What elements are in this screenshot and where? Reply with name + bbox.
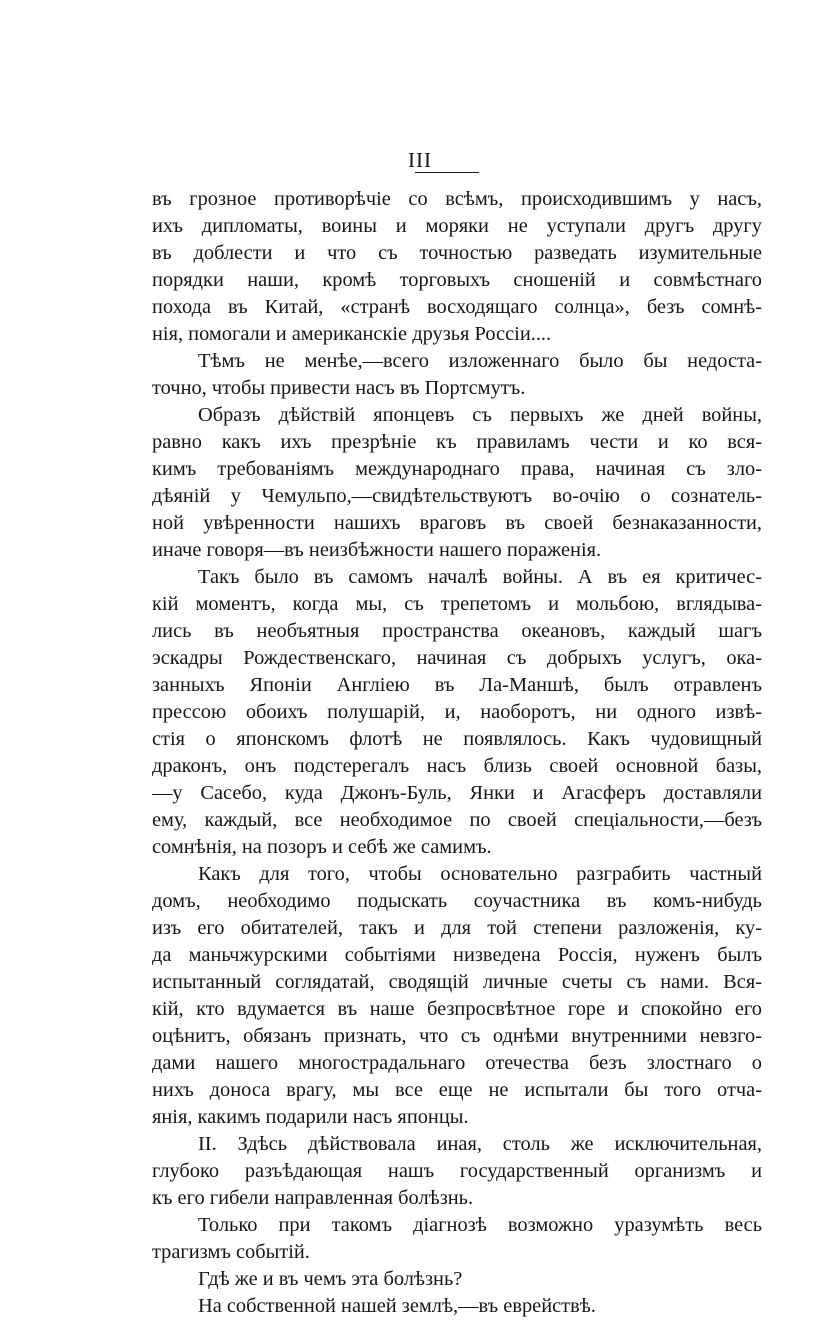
text-line: ему, каждый, все необходимое по своей спеціальности,—безъ	[152, 809, 762, 831]
text-line: въ грозное противорѣчіе со всѣмъ, происходившимъ у насъ,	[152, 188, 762, 210]
paragraph-first-line: Такъ было въ самомъ началѣ войны. А въ ея критичес-	[198, 566, 762, 588]
text-line: оцѣнитъ, обязанъ признать, что съ однѣми внутренними невзго-	[152, 1025, 762, 1047]
text-line: дѣяній у Чемульпо,—свидѣтельствуютъ во-очію о сознатель-	[152, 485, 762, 507]
text-line: иначе говоря—въ неизбѣжности нашего пораженія.	[152, 539, 602, 561]
paragraph-first-line: Тѣмъ не менѣе,—всего изложеннаго было бы недоста-	[198, 350, 762, 372]
question-line: Гдѣ же и въ чемъ эта болѣзнь?	[198, 1268, 463, 1290]
text-line: —у Сасебо, куда Джонъ-Буль, Янки и Агасферъ доставляли	[152, 782, 762, 804]
text-line: дами нашего многострадальнаго отечества безъ злостнаго о	[152, 1052, 762, 1074]
text-line: глубоко разъѣдающая нашъ государственный организмъ и	[152, 1160, 762, 1182]
text-line: драконъ, онъ подстерегалъ насъ близь своей основной базы,	[152, 755, 762, 777]
page-number: III	[408, 148, 432, 172]
section-first-line: II. Здѣсь дѣйствовала иная, столь же исключительная,	[198, 1133, 762, 1155]
text-line: прессою обоихъ полушарій, и, наоборотъ, ни одного извѣ-	[152, 701, 762, 723]
text-line: ихъ дипломаты, воины и моряки не уступали другъ другу	[152, 215, 762, 237]
text-line: стія о японскомъ флотѣ не появлялось. Какъ чудовищный	[152, 728, 762, 750]
text-line: испытанный соглядатай, сводящій личные счеты съ нами. Вся-	[152, 971, 762, 993]
text-line: да маньчжурскими событіями низведена Россія, нуженъ былъ	[152, 944, 762, 966]
text-line: домъ, необходимо подыскать соучастника въ комъ-нибудь	[152, 890, 762, 912]
text-line: эскадры Рождественскаго, начиная съ добрыхъ услугъ, ока-	[152, 647, 762, 669]
text-line: занныхъ Японіи Англіею въ Ла-Маншѣ, былъ отравленъ	[152, 674, 762, 696]
text-line: кій, кто вдумается въ наше безпросвѣтное горе и спокойно его	[152, 998, 762, 1020]
text-line: янія, какимъ подарили насъ японцы.	[152, 1106, 469, 1128]
text-line: равно какъ ихъ презрѣніе къ правиламъ чести и ко вся-	[152, 431, 762, 453]
text-line: ной увѣренности нашихъ враговъ въ своей безнаказанности,	[152, 512, 762, 534]
text-line: нія, помогали и американскіе друзья Россіи....	[152, 323, 552, 345]
body-text	[152, 186, 762, 1320]
text-line: нихъ доноса врагу, мы все еще не испытали бы того отча-	[152, 1079, 762, 1101]
text-line: въ доблести и что съ точностью разведать изумительные	[152, 242, 762, 264]
answer-line: На собственной нашей землѣ,—въ еврействѣ.	[198, 1295, 596, 1317]
paragraph-first-line: Только при такомъ діагнозѣ возможно уразумѣть весь	[198, 1214, 762, 1236]
text-line: лись въ необъятныя пространства океановъ, каждый шагъ	[152, 620, 762, 642]
text-line: изъ его обитателей, такъ и для той степени разложенія, ку-	[152, 917, 762, 939]
text-line: порядки наши, кромѣ торговыхъ сношеній и совмѣстнаго	[152, 269, 762, 291]
text-line: похода въ Китай, «странѣ восходящаго солнца», безъ сомнѣ-	[152, 296, 762, 318]
page-number-rule	[415, 172, 479, 173]
text-line: точно, чтобы привести насъ въ Портсмутъ.	[152, 377, 526, 399]
text-line: кимъ требованіямъ международнаго права, начиная съ зло-	[152, 458, 762, 480]
paragraph-first-line: Какъ для того, чтобы основательно разграбить частный	[198, 863, 762, 885]
text-line: сомнѣнія, на позоръ и себѣ же самимъ.	[152, 836, 492, 858]
text-line: къ его гибели направленная болѣзнь.	[152, 1187, 474, 1209]
text-line: кій моментъ, когда мы, съ трепетомъ и мольбою, вглядыва-	[152, 593, 762, 615]
text-line: трагизмъ событій.	[152, 1241, 310, 1263]
paragraph-first-line: Образъ дѣйствій японцевъ съ первыхъ же дней войны,	[198, 404, 762, 426]
